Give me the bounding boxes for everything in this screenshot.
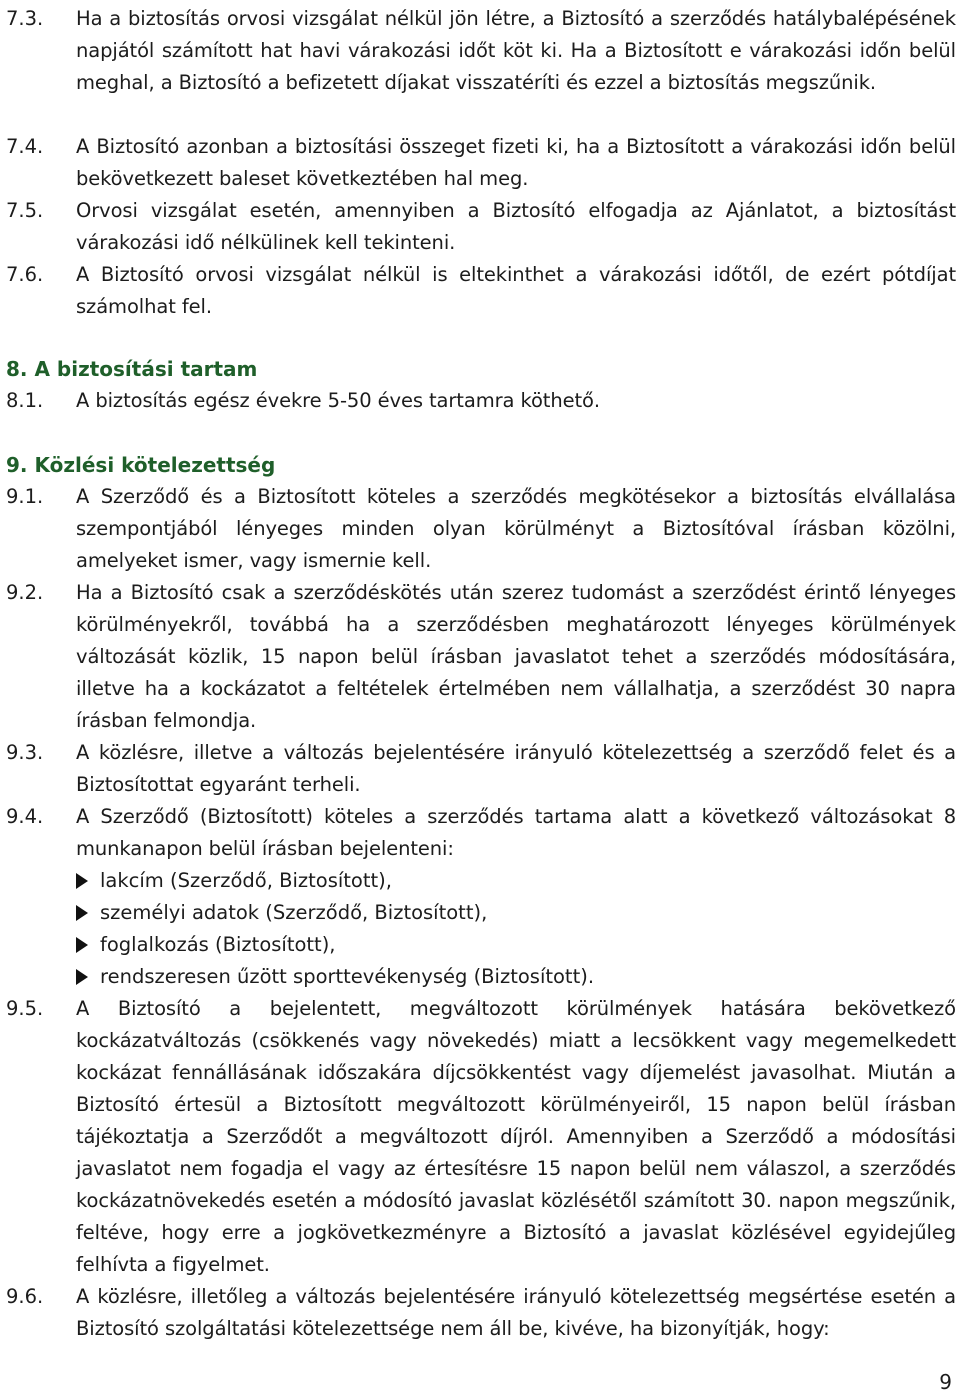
section-number: 7.6.: [6, 263, 44, 286]
list-item-text: lakcím (Szerződő, Biztosított),: [100, 869, 392, 892]
section-heading-9: 9. Közlési kötelezettség: [6, 453, 276, 477]
section-text: A Szerződő és a Biztosított köteles a szerződés megkötésekor a biztosítás elvállalása szempontjából lényeges minden olyan körülményt a Biztosítóval írásban közölni, amelyeket ismer, vagy ismernie kell.: [76, 485, 956, 572]
section-text: Orvosi vizsgálat esetén, amennyiben a Biztosító elfogadja az Ajánlatot, a biztosítást várakozási idő nélkülinek kell tekinteni.: [76, 199, 956, 254]
section-text: A biztosítás egész évekre 5-50 éves tartamra köthető.: [76, 389, 600, 412]
section-text: A Biztosító orvosi vizsgálat nélkül is eltekinthet a várakozási időtől, de ezért pótdíjat számolhat fel.: [76, 263, 956, 318]
section-text: Ha a Biztosító csak a szerződéskötés után szerez tudomást a szerződést érintő lényeges körülményekről, továbbá ha a szerződésben meghatározott lényeges körülmények változását közlik, 15 napon belül írásban javaslatot tehet a szerződés módosítására, illetve ha a kockázatot a feltételek értelmében nem vállalhatja, a szerződést 30 napra írásban felmondja.: [76, 581, 956, 732]
section-number: 9.4.: [6, 805, 44, 828]
triangle-bullet-icon: [76, 937, 88, 953]
section-number: 9.2.: [6, 581, 44, 604]
list-item: [76, 961, 956, 993]
section-number: 9.5.: [6, 997, 44, 1020]
list-item: [76, 929, 956, 961]
list-item: [76, 897, 956, 929]
triangle-bullet-icon: [76, 873, 88, 889]
list-item-text: foglalkozás (Biztosított),: [100, 933, 336, 956]
section-text: A Biztosító azonban a biztosítási összeget fizeti ki, ha a Biztosított a várakozási időn belül bekövetkezett baleset következtében hal meg.: [76, 135, 956, 190]
section-text: Ha a biztosítás orvosi vizsgálat nélkül jön létre, a Biztosító a szerződés hatálybalépésének napjától számított hat havi várakozási időt köt ki. Ha a Biztosított e várakozási időn belül meghal, a Biztosító a befizetett díjakat visszatéríti és ezzel a biztosítás megszűnik.: [76, 7, 956, 94]
list-item-text: rendszeresen űzött sporttevékenység (Biztosított).: [100, 965, 595, 988]
triangle-bullet-icon: [76, 905, 88, 921]
section-heading-8: 8. A biztosítási tartam: [6, 357, 258, 381]
section-number: 8.1.: [6, 389, 44, 412]
list-item: [76, 865, 956, 897]
section-text: A Szerződő (Biztosított) köteles a szerződés tartama alatt a következő változásokat 8 munkanapon belül írásban bejelenteni:: [76, 805, 956, 860]
section-text: A közlésre, illetve a változás bejelentésére irányuló kötelezettség a szerződő felet és a Biztosítottat egyaránt terheli.: [76, 741, 956, 796]
triangle-bullet-icon: [76, 969, 88, 985]
section-number: 7.3.: [6, 7, 44, 30]
section-text: A Biztosító a bejelentett, megváltozott körülmények hatására bekövetkező kockázatváltozás (csökkenés vagy növekedés) miatt a lecsökkent vagy megemelkedett kockázat fennállásának időszakára díjcsökkentést vagy díjemelést javasolhat. Miután a Biztosító értesül a Biztosított megváltozott körülményeiről, 15 napon belül írásban tájékoztatja a Szerződőt a megváltozott díjról. Amennyiben a Szerződő a módosítási javaslatot nem fogadja el vagy az értesítésre 15 napon belül nem válaszol, a szerződés kockázatnövekedés esetén a módosító javaslat közlésétől számított 30. napon megszűnik, feltéve, hogy erre a jogkövetkezményre a Biztosító a javaslat közlésével egyidejűleg felhívta a figyelmet.: [76, 997, 956, 1276]
section-number: 7.4.: [6, 135, 44, 158]
section-number: 9.1.: [6, 485, 44, 508]
section-text: A közlésre, illetőleg a változás bejelentésére irányuló kötelezettség megsértése esetén a Biztosító szolgáltatási kötelezettsége nem áll be, kivéve, ha bizonyítják, hogy:: [76, 1285, 956, 1340]
section-number: 9.3.: [6, 741, 44, 764]
page-number: 9: [939, 1370, 952, 1394]
section-number: 7.5.: [6, 199, 44, 222]
list-item-text: személyi adatok (Szerződő, Biztosított),: [100, 901, 488, 924]
section-number: 9.6.: [6, 1285, 44, 1308]
